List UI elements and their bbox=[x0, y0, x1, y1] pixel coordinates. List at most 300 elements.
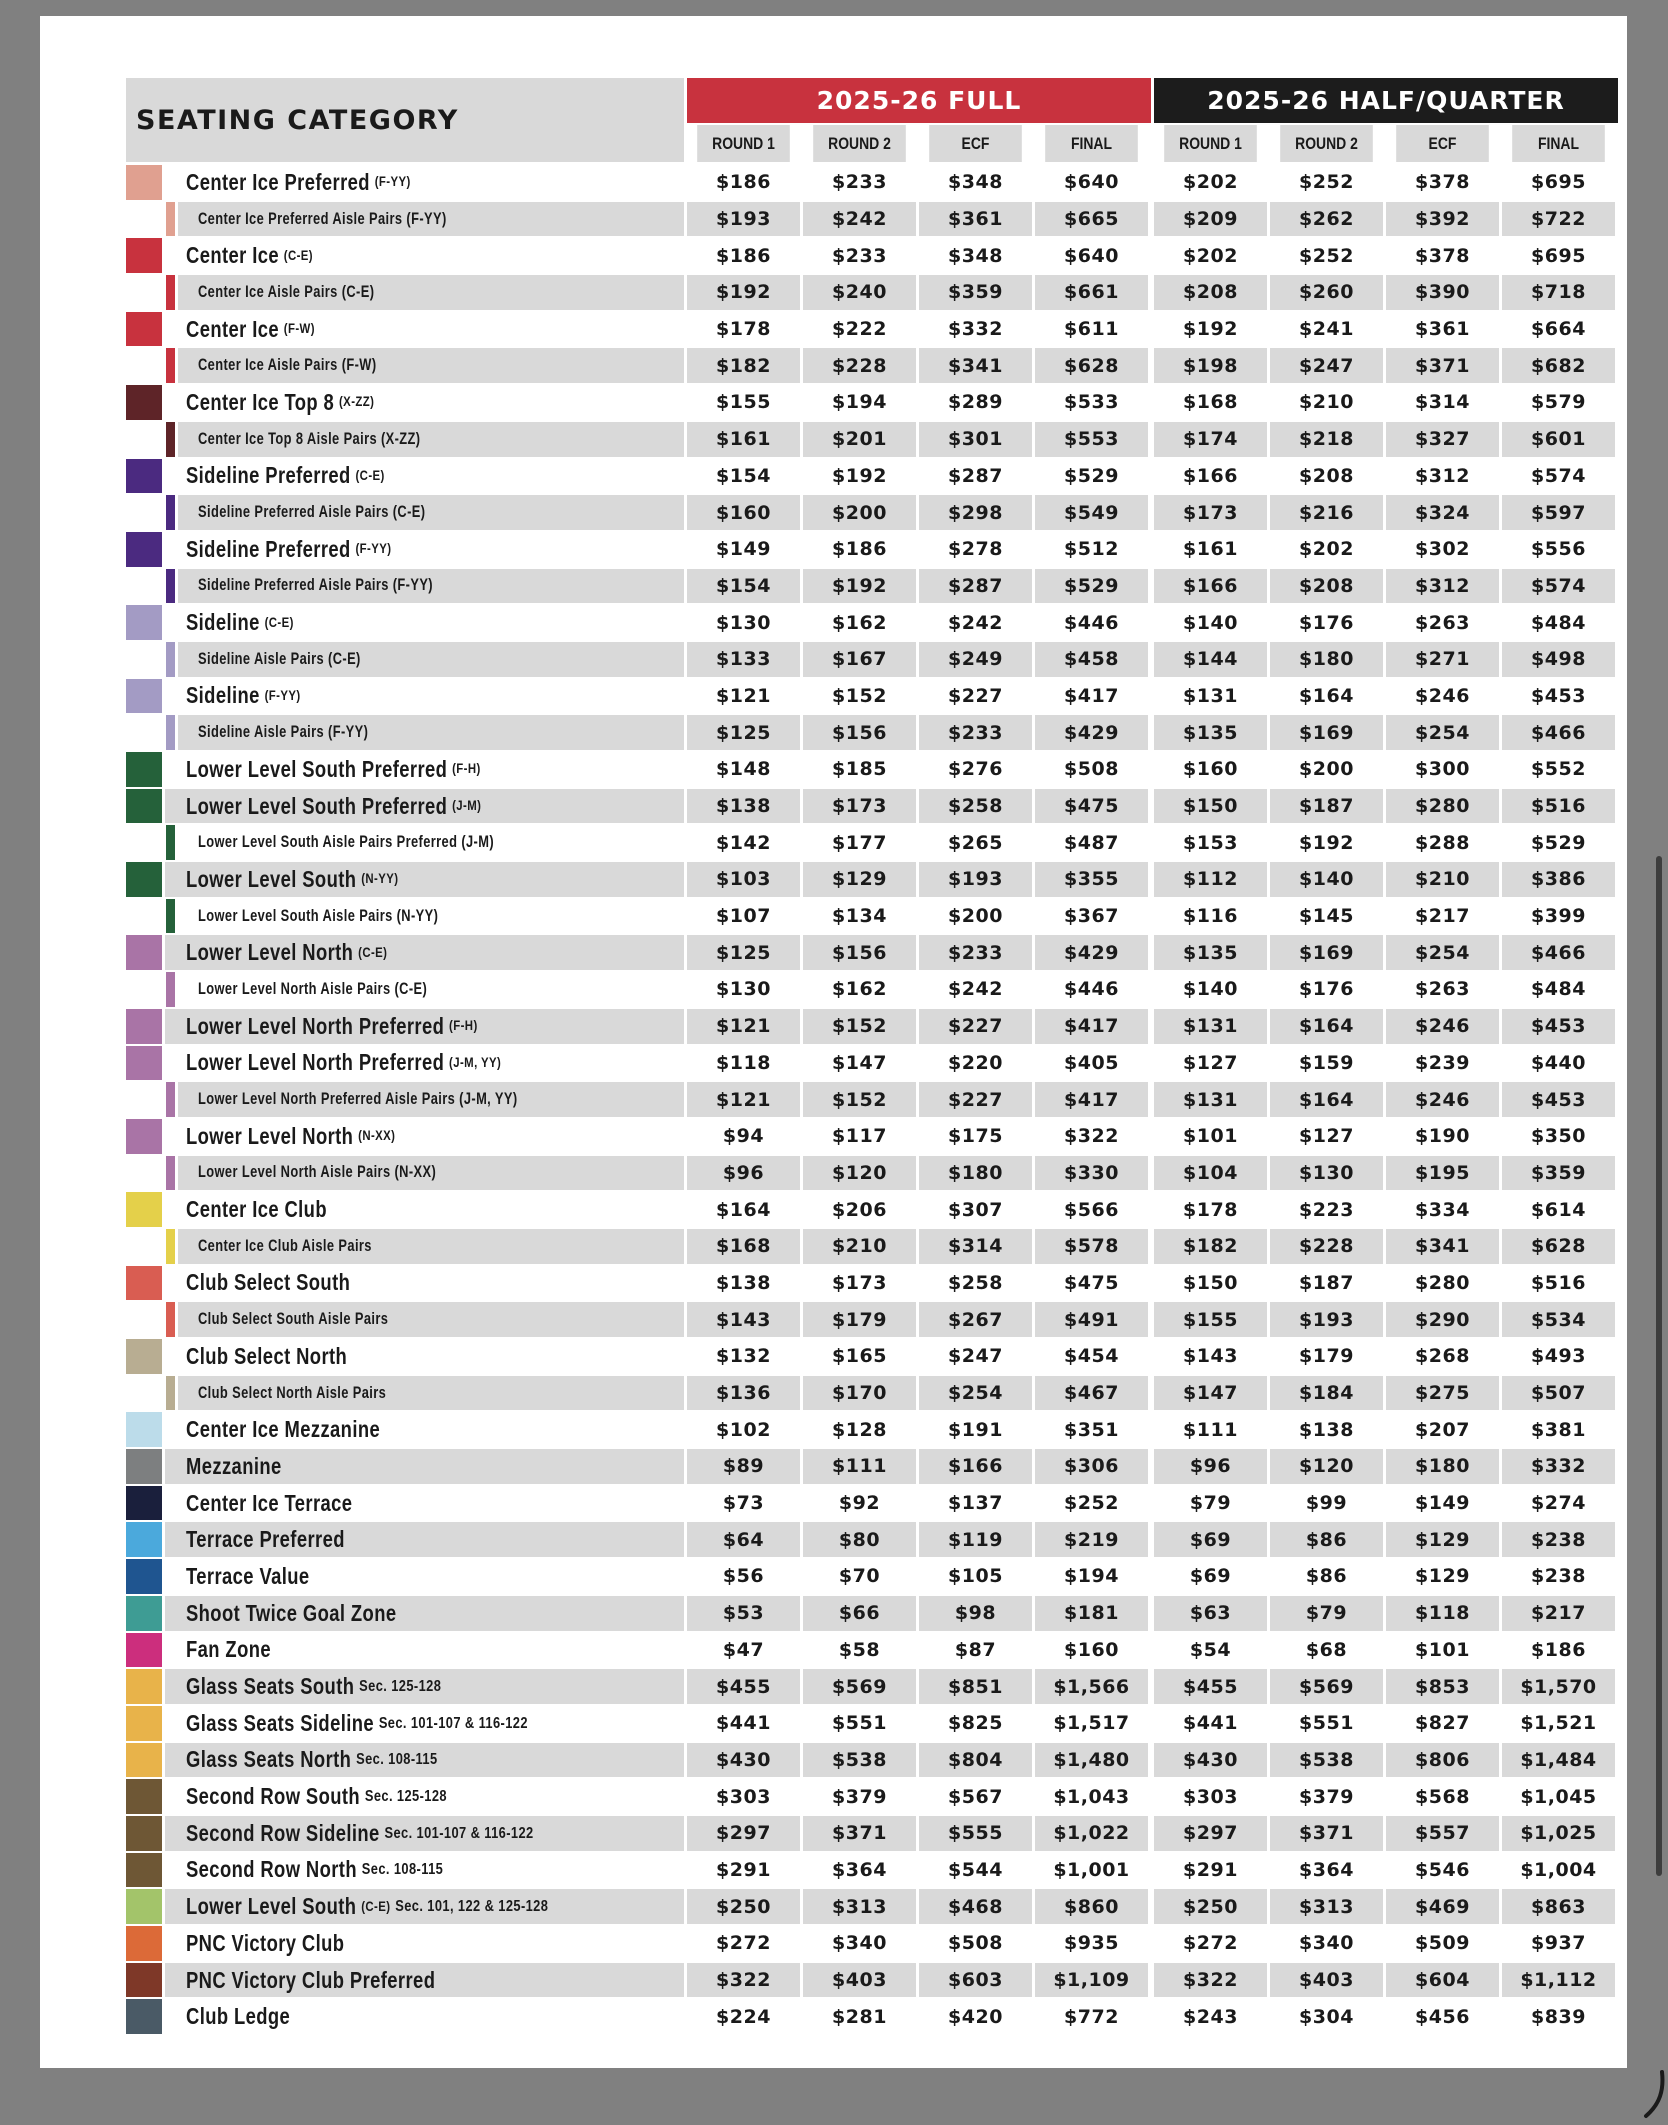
price-cell: $405 bbox=[1064, 1051, 1119, 1074]
category-label bbox=[186, 1633, 271, 1668]
price-cell: $507 bbox=[1502, 1376, 1615, 1411]
price-cell: $192 bbox=[832, 464, 887, 487]
price-cell: $208 bbox=[1154, 275, 1267, 310]
price-cell: $529 bbox=[1064, 464, 1119, 487]
color-swatch-icon bbox=[126, 1046, 162, 1081]
category-name: Sideline Preferred bbox=[186, 462, 351, 489]
price-cell: $1,004 bbox=[1520, 1858, 1597, 1881]
price-cell: $238 bbox=[1502, 1522, 1615, 1557]
price-cell: $322 bbox=[1064, 1125, 1119, 1148]
price-cell: $246 bbox=[1386, 1009, 1499, 1044]
price-cell: $378 bbox=[1415, 171, 1470, 194]
category-label bbox=[186, 1926, 344, 1961]
price-cell: $168 bbox=[687, 1229, 800, 1264]
price-cell: $58 bbox=[838, 1638, 881, 1661]
category-label bbox=[186, 789, 481, 824]
category-name: Club Ledge bbox=[186, 2003, 291, 2030]
category-label bbox=[186, 1046, 501, 1081]
category-cell bbox=[126, 825, 684, 860]
price-cell: $718 bbox=[1502, 275, 1615, 310]
price-cell: $468 bbox=[919, 1889, 1032, 1924]
price-cell: $111 bbox=[803, 1449, 916, 1484]
price-cell: $1,112 bbox=[1502, 1963, 1615, 1998]
price-cell: $206 bbox=[832, 1198, 887, 1221]
color-swatch-icon bbox=[126, 1449, 162, 1484]
price-cell: $192 bbox=[1183, 318, 1238, 341]
category-name: Center Ice bbox=[186, 242, 279, 269]
price-cell: $1,480 bbox=[1035, 1743, 1148, 1778]
category-label bbox=[186, 532, 391, 567]
table-row bbox=[126, 788, 1618, 825]
price-cell: $166 bbox=[1183, 464, 1238, 487]
price-cell: $238 bbox=[1531, 1565, 1586, 1588]
price-cell: $379 bbox=[1299, 1785, 1354, 1808]
price-cell: $132 bbox=[716, 1345, 771, 1368]
table-row bbox=[126, 1558, 1618, 1595]
table-row bbox=[126, 568, 1618, 605]
price-cell: $260 bbox=[1270, 275, 1383, 310]
price-cell: $250 bbox=[1154, 1889, 1267, 1924]
category-cell bbox=[126, 1706, 684, 1741]
category-cell bbox=[126, 1082, 684, 1117]
price-cell: $263 bbox=[1415, 978, 1470, 1001]
category-label bbox=[186, 1412, 380, 1447]
price-cell: $491 bbox=[1035, 1302, 1148, 1337]
price-cell: $233 bbox=[832, 171, 887, 194]
price-cell: $1,517 bbox=[1053, 1712, 1130, 1735]
group-header-half-quarter: 2025-26 HALF/QUARTER bbox=[1154, 78, 1618, 123]
price-cell: $274 bbox=[1531, 1492, 1586, 1515]
category-name: Terrace Value bbox=[186, 1562, 310, 1589]
category-name: Center Ice Top 8 bbox=[186, 388, 335, 415]
price-cell: $281 bbox=[832, 2005, 887, 2028]
price-cell: $466 bbox=[1502, 935, 1615, 970]
category-name: Lower Level North Aisle Pairs (N-XX) bbox=[198, 1163, 437, 1182]
price-cell: $164 bbox=[1270, 1082, 1383, 1117]
column-header-half-round2: ROUND 2 bbox=[1280, 125, 1373, 162]
section-range-note: Sec. 125-128 bbox=[364, 1787, 447, 1806]
category-name: Lower Level North bbox=[186, 939, 354, 966]
price-cell: $143 bbox=[687, 1302, 800, 1337]
price-cell: $144 bbox=[1154, 642, 1267, 677]
category-label bbox=[186, 1963, 435, 1998]
price-cell: $152 bbox=[832, 684, 887, 707]
price-cell: $312 bbox=[1386, 569, 1499, 604]
price-cell: $174 bbox=[1154, 422, 1267, 457]
price-cell: $272 bbox=[716, 1932, 771, 1955]
color-swatch-icon bbox=[126, 1926, 162, 1961]
price-cell: $288 bbox=[1415, 831, 1470, 854]
price-cell: $166 bbox=[1154, 569, 1267, 604]
price-cell: $192 bbox=[803, 569, 916, 604]
price-cell: $340 bbox=[832, 1932, 887, 1955]
price-cell: $220 bbox=[948, 1051, 1003, 1074]
price-cell: $105 bbox=[948, 1565, 1003, 1588]
category-name: Lower Level North Preferred bbox=[186, 1049, 445, 1076]
price-cell: $509 bbox=[1415, 1932, 1470, 1955]
price-cell: $330 bbox=[1035, 1156, 1148, 1191]
table-row bbox=[126, 1852, 1618, 1889]
category-label bbox=[186, 1266, 350, 1301]
color-swatch-icon bbox=[166, 1229, 175, 1264]
category-cell bbox=[126, 1779, 684, 1814]
price-cell: $160 bbox=[1064, 1638, 1119, 1661]
table-row bbox=[126, 898, 1618, 935]
price-cell: $173 bbox=[832, 1271, 887, 1294]
price-cell: $202 bbox=[1299, 538, 1354, 561]
price-cell: $216 bbox=[1270, 495, 1383, 530]
row-range-note: (C-E) bbox=[264, 614, 294, 631]
table-row bbox=[126, 1632, 1618, 1669]
category-name: Glass Seats South bbox=[186, 1673, 355, 1700]
price-cell: $242 bbox=[803, 202, 916, 237]
row-range-note: (J-M) bbox=[452, 798, 482, 815]
table-row bbox=[126, 164, 1618, 201]
table-row bbox=[126, 384, 1618, 421]
price-cell: $118 bbox=[716, 1051, 771, 1074]
price-cell: $469 bbox=[1386, 1889, 1499, 1924]
price-cell: $361 bbox=[919, 202, 1032, 237]
category-name: Second Row Sideline bbox=[186, 1819, 380, 1846]
category-name: Center Ice bbox=[186, 315, 279, 342]
price-cell: $516 bbox=[1502, 789, 1615, 824]
price-cell: $187 bbox=[1270, 789, 1383, 824]
price-cell: $341 bbox=[1386, 1229, 1499, 1264]
category-name: Lower Level North Preferred bbox=[186, 1012, 445, 1039]
price-cell: $149 bbox=[1415, 1492, 1470, 1515]
price-cell: $359 bbox=[1502, 1156, 1615, 1191]
price-cell: $140 bbox=[1183, 978, 1238, 1001]
price-cell: $1,045 bbox=[1520, 1785, 1597, 1808]
price-cell: $303 bbox=[1183, 1785, 1238, 1808]
aisle-pair-label bbox=[198, 825, 494, 860]
price-cell: $307 bbox=[948, 1198, 1003, 1221]
table-row bbox=[126, 971, 1618, 1008]
color-swatch-icon bbox=[126, 1486, 162, 1521]
price-cell: $455 bbox=[687, 1669, 800, 1704]
category-cell bbox=[126, 422, 684, 457]
price-cell: $179 bbox=[1299, 1345, 1354, 1368]
table-row bbox=[126, 1118, 1618, 1155]
aisle-pair-label bbox=[198, 715, 368, 750]
color-swatch-icon bbox=[126, 862, 162, 897]
price-cell: $254 bbox=[919, 1376, 1032, 1411]
price-cell: $300 bbox=[1415, 758, 1470, 781]
color-swatch-icon bbox=[126, 1192, 162, 1227]
scrollbar[interactable] bbox=[1656, 856, 1662, 1876]
category-cell bbox=[126, 1266, 684, 1301]
table-row bbox=[126, 1338, 1618, 1375]
price-cell: $179 bbox=[803, 1302, 916, 1337]
price-cell: $86 bbox=[1270, 1522, 1383, 1557]
price-cell: $209 bbox=[1154, 202, 1267, 237]
color-swatch-icon bbox=[126, 1779, 162, 1814]
column-header-full-ecf: ECF bbox=[929, 125, 1022, 162]
price-cell: $579 bbox=[1531, 391, 1586, 414]
price-cell: $247 bbox=[948, 1345, 1003, 1368]
price-cell: $228 bbox=[1270, 1229, 1383, 1264]
price-cell: $193 bbox=[687, 202, 800, 237]
price-cell: $145 bbox=[1299, 905, 1354, 928]
category-cell bbox=[126, 605, 684, 640]
row-range-note: (F-YY) bbox=[264, 687, 301, 704]
color-swatch-icon bbox=[126, 1853, 162, 1888]
price-cell: $161 bbox=[687, 422, 800, 457]
table-row bbox=[126, 1888, 1618, 1925]
price-cell: $1,001 bbox=[1053, 1858, 1130, 1881]
price-cell: $529 bbox=[1035, 569, 1148, 604]
category-cell bbox=[126, 899, 684, 934]
price-cell: $312 bbox=[1415, 464, 1470, 487]
price-cell: $104 bbox=[1154, 1156, 1267, 1191]
price-cell: $120 bbox=[803, 1156, 916, 1191]
price-cell: $516 bbox=[1531, 1271, 1586, 1294]
category-label bbox=[186, 385, 374, 420]
price-cell: $180 bbox=[919, 1156, 1032, 1191]
color-swatch-icon bbox=[126, 1633, 162, 1668]
category-name: Center Ice Terrace bbox=[186, 1489, 353, 1516]
price-cell: $102 bbox=[716, 1418, 771, 1441]
price-cell: $851 bbox=[919, 1669, 1032, 1704]
category-label bbox=[186, 1669, 441, 1704]
row-range-note: (C-E) bbox=[355, 467, 385, 484]
table-row bbox=[126, 641, 1618, 678]
price-cell: $194 bbox=[832, 391, 887, 414]
price-cell: $116 bbox=[1183, 905, 1238, 928]
aisle-pair-label bbox=[198, 495, 425, 530]
price-cell: $601 bbox=[1502, 422, 1615, 457]
table-row bbox=[126, 1998, 1618, 2035]
category-cell bbox=[126, 1633, 684, 1668]
price-cell: $131 bbox=[1183, 684, 1238, 707]
price-cell: $258 bbox=[919, 789, 1032, 824]
price-cell: $192 bbox=[1299, 831, 1354, 854]
color-swatch-icon bbox=[166, 422, 175, 457]
category-name: Lower Level South Aisle Pairs (N-YY) bbox=[198, 906, 439, 925]
price-cell: $96 bbox=[687, 1156, 800, 1191]
category-cell bbox=[126, 1486, 684, 1521]
table-row bbox=[126, 458, 1618, 495]
price-cell: $290 bbox=[1386, 1302, 1499, 1337]
color-swatch-icon bbox=[126, 1266, 162, 1301]
category-label bbox=[186, 605, 294, 640]
category-name: Lower Level North Aisle Pairs (C-E) bbox=[198, 979, 428, 998]
aisle-pair-label bbox=[198, 1376, 386, 1411]
price-cell: $364 bbox=[1299, 1858, 1354, 1881]
price-cell: $403 bbox=[803, 1963, 916, 1998]
category-cell bbox=[126, 1229, 684, 1264]
category-name: Center Ice Top 8 Aisle Pairs (X-ZZ) bbox=[198, 429, 421, 448]
price-cell: $355 bbox=[1035, 862, 1148, 897]
category-cell bbox=[126, 1302, 684, 1337]
price-cell: $512 bbox=[1064, 538, 1119, 561]
price-cell: $119 bbox=[919, 1522, 1032, 1557]
price-cell: $200 bbox=[948, 905, 1003, 928]
price-cell: $178 bbox=[1183, 1198, 1238, 1221]
price-cell: $135 bbox=[1154, 715, 1267, 750]
price-cell: $175 bbox=[948, 1125, 1003, 1148]
price-cell: $160 bbox=[1183, 758, 1238, 781]
price-cell: $350 bbox=[1531, 1125, 1586, 1148]
category-label bbox=[186, 1119, 395, 1154]
table-row bbox=[126, 494, 1618, 531]
price-cell: $79 bbox=[1189, 1492, 1232, 1515]
price-cell: $210 bbox=[1386, 862, 1499, 897]
section-range-note: Sec. 108-115 bbox=[361, 1860, 444, 1879]
price-cell: $142 bbox=[716, 831, 771, 854]
price-cell: $173 bbox=[803, 789, 916, 824]
price-cell: $181 bbox=[1035, 1596, 1148, 1631]
row-range-note: (F-W) bbox=[283, 321, 315, 338]
category-cell bbox=[126, 789, 684, 824]
row-range-note: (N-YY) bbox=[361, 871, 399, 888]
category-label bbox=[186, 935, 387, 970]
price-cell: $441 bbox=[716, 1712, 771, 1735]
category-name: Club Select North bbox=[186, 1342, 348, 1369]
price-cell: $233 bbox=[919, 715, 1032, 750]
price-cell: $165 bbox=[832, 1345, 887, 1368]
price-cell: $604 bbox=[1386, 1963, 1499, 1998]
price-cell: $403 bbox=[1270, 1963, 1383, 1998]
category-name: Lower Level South Preferred bbox=[186, 755, 448, 782]
price-cell: $107 bbox=[716, 905, 771, 928]
price-cell: $332 bbox=[948, 318, 1003, 341]
category-label bbox=[186, 1596, 396, 1631]
price-cell: $538 bbox=[803, 1743, 916, 1778]
price-cell: $121 bbox=[687, 1009, 800, 1044]
price-cell: $453 bbox=[1531, 684, 1586, 707]
price-cell: $628 bbox=[1035, 348, 1148, 383]
price-cell: $429 bbox=[1035, 935, 1148, 970]
price-cell: $79 bbox=[1270, 1596, 1383, 1631]
price-cell: $1,570 bbox=[1502, 1669, 1615, 1704]
table-row bbox=[126, 531, 1618, 568]
price-cell: $224 bbox=[716, 2005, 771, 2028]
price-cell: $446 bbox=[1064, 978, 1119, 1001]
category-cell bbox=[126, 385, 684, 420]
price-cell: $557 bbox=[1386, 1816, 1499, 1851]
table-row bbox=[126, 1375, 1618, 1412]
category-name: Terrace Preferred bbox=[186, 1526, 345, 1553]
price-cell: $827 bbox=[1415, 1712, 1470, 1735]
price-cell: $534 bbox=[1502, 1302, 1615, 1337]
category-label bbox=[186, 1339, 347, 1374]
price-cell: $127 bbox=[1299, 1125, 1354, 1148]
price-cell: $306 bbox=[1035, 1449, 1148, 1484]
category-label bbox=[186, 752, 481, 787]
table-row bbox=[126, 311, 1618, 348]
color-swatch-icon bbox=[126, 238, 162, 273]
price-cell: $254 bbox=[1386, 935, 1499, 970]
price-cell: $301 bbox=[919, 422, 1032, 457]
category-cell bbox=[126, 862, 684, 897]
price-cell: $327 bbox=[1386, 422, 1499, 457]
category-cell bbox=[126, 1192, 684, 1227]
price-cell: $111 bbox=[1183, 1418, 1238, 1441]
category-name: Center Ice Mezzanine bbox=[186, 1416, 381, 1443]
category-cell bbox=[126, 1669, 684, 1704]
price-cell: $202 bbox=[1183, 171, 1238, 194]
table-row bbox=[126, 604, 1618, 641]
price-cell: $70 bbox=[838, 1565, 881, 1588]
aisle-pair-label bbox=[198, 1229, 372, 1264]
price-cell: $201 bbox=[803, 422, 916, 457]
price-cell: $1,043 bbox=[1053, 1785, 1130, 1808]
category-cell bbox=[126, 495, 684, 530]
price-cell: $155 bbox=[716, 391, 771, 414]
category-label bbox=[186, 1779, 447, 1814]
price-cell: $193 bbox=[1270, 1302, 1383, 1337]
aisle-pair-label bbox=[198, 348, 377, 383]
price-cell: $804 bbox=[919, 1743, 1032, 1778]
price-cell: $156 bbox=[803, 715, 916, 750]
category-cell bbox=[126, 532, 684, 567]
price-cell: $302 bbox=[1415, 538, 1470, 561]
table-row bbox=[126, 1265, 1618, 1302]
price-cell: $186 bbox=[716, 244, 771, 267]
color-swatch-icon bbox=[126, 605, 162, 640]
price-cell: $340 bbox=[1299, 1932, 1354, 1955]
category-cell bbox=[126, 1926, 684, 1961]
color-swatch-icon bbox=[126, 1743, 162, 1778]
section-range-note: Sec. 108-115 bbox=[356, 1750, 438, 1769]
category-label bbox=[186, 1816, 534, 1851]
color-swatch-icon bbox=[166, 642, 175, 677]
price-cell: $182 bbox=[1154, 1229, 1267, 1264]
price-cell: $574 bbox=[1531, 464, 1586, 487]
color-swatch-icon bbox=[126, 935, 162, 970]
category-label bbox=[186, 165, 411, 200]
price-cell: $314 bbox=[919, 1229, 1032, 1264]
price-cell: $153 bbox=[1183, 831, 1238, 854]
aisle-pair-label bbox=[198, 202, 447, 237]
aisle-pair-label bbox=[198, 569, 433, 604]
price-cell: $417 bbox=[1064, 684, 1119, 707]
color-swatch-icon bbox=[126, 1596, 162, 1631]
category-name: Sideline bbox=[186, 609, 260, 636]
category-cell bbox=[126, 569, 684, 604]
category-label bbox=[186, 1192, 327, 1227]
table-row bbox=[126, 934, 1618, 971]
price-cell: $611 bbox=[1064, 318, 1119, 341]
price-cell: $1,109 bbox=[1035, 1963, 1148, 1998]
aisle-pair-label bbox=[198, 422, 420, 457]
price-cell: $138 bbox=[1299, 1418, 1354, 1441]
price-cell: $569 bbox=[803, 1669, 916, 1704]
price-cell: $568 bbox=[1415, 1785, 1470, 1808]
column-header-full-round2: ROUND 2 bbox=[813, 125, 906, 162]
category-label bbox=[186, 1853, 443, 1888]
row-range-note: (J-M, YY) bbox=[449, 1054, 502, 1071]
price-cell: $249 bbox=[919, 642, 1032, 677]
price-cell: $155 bbox=[1154, 1302, 1267, 1337]
category-cell bbox=[126, 1596, 684, 1631]
table-row bbox=[126, 1778, 1618, 1815]
price-cell: $390 bbox=[1386, 275, 1499, 310]
price-cell: $131 bbox=[1154, 1082, 1267, 1117]
table-row bbox=[126, 751, 1618, 788]
price-cell: $839 bbox=[1531, 2005, 1586, 2028]
price-cell: $551 bbox=[832, 1712, 887, 1735]
price-cell: $130 bbox=[1270, 1156, 1383, 1191]
color-swatch-icon bbox=[126, 1522, 162, 1557]
price-cell: $640 bbox=[1064, 244, 1119, 267]
category-name: Sideline Preferred Aisle Pairs (F-YY) bbox=[198, 576, 433, 595]
table-row bbox=[126, 1411, 1618, 1448]
price-cell: $430 bbox=[1154, 1743, 1267, 1778]
price-cell: $853 bbox=[1386, 1669, 1499, 1704]
aisle-pair-label bbox=[198, 642, 361, 677]
